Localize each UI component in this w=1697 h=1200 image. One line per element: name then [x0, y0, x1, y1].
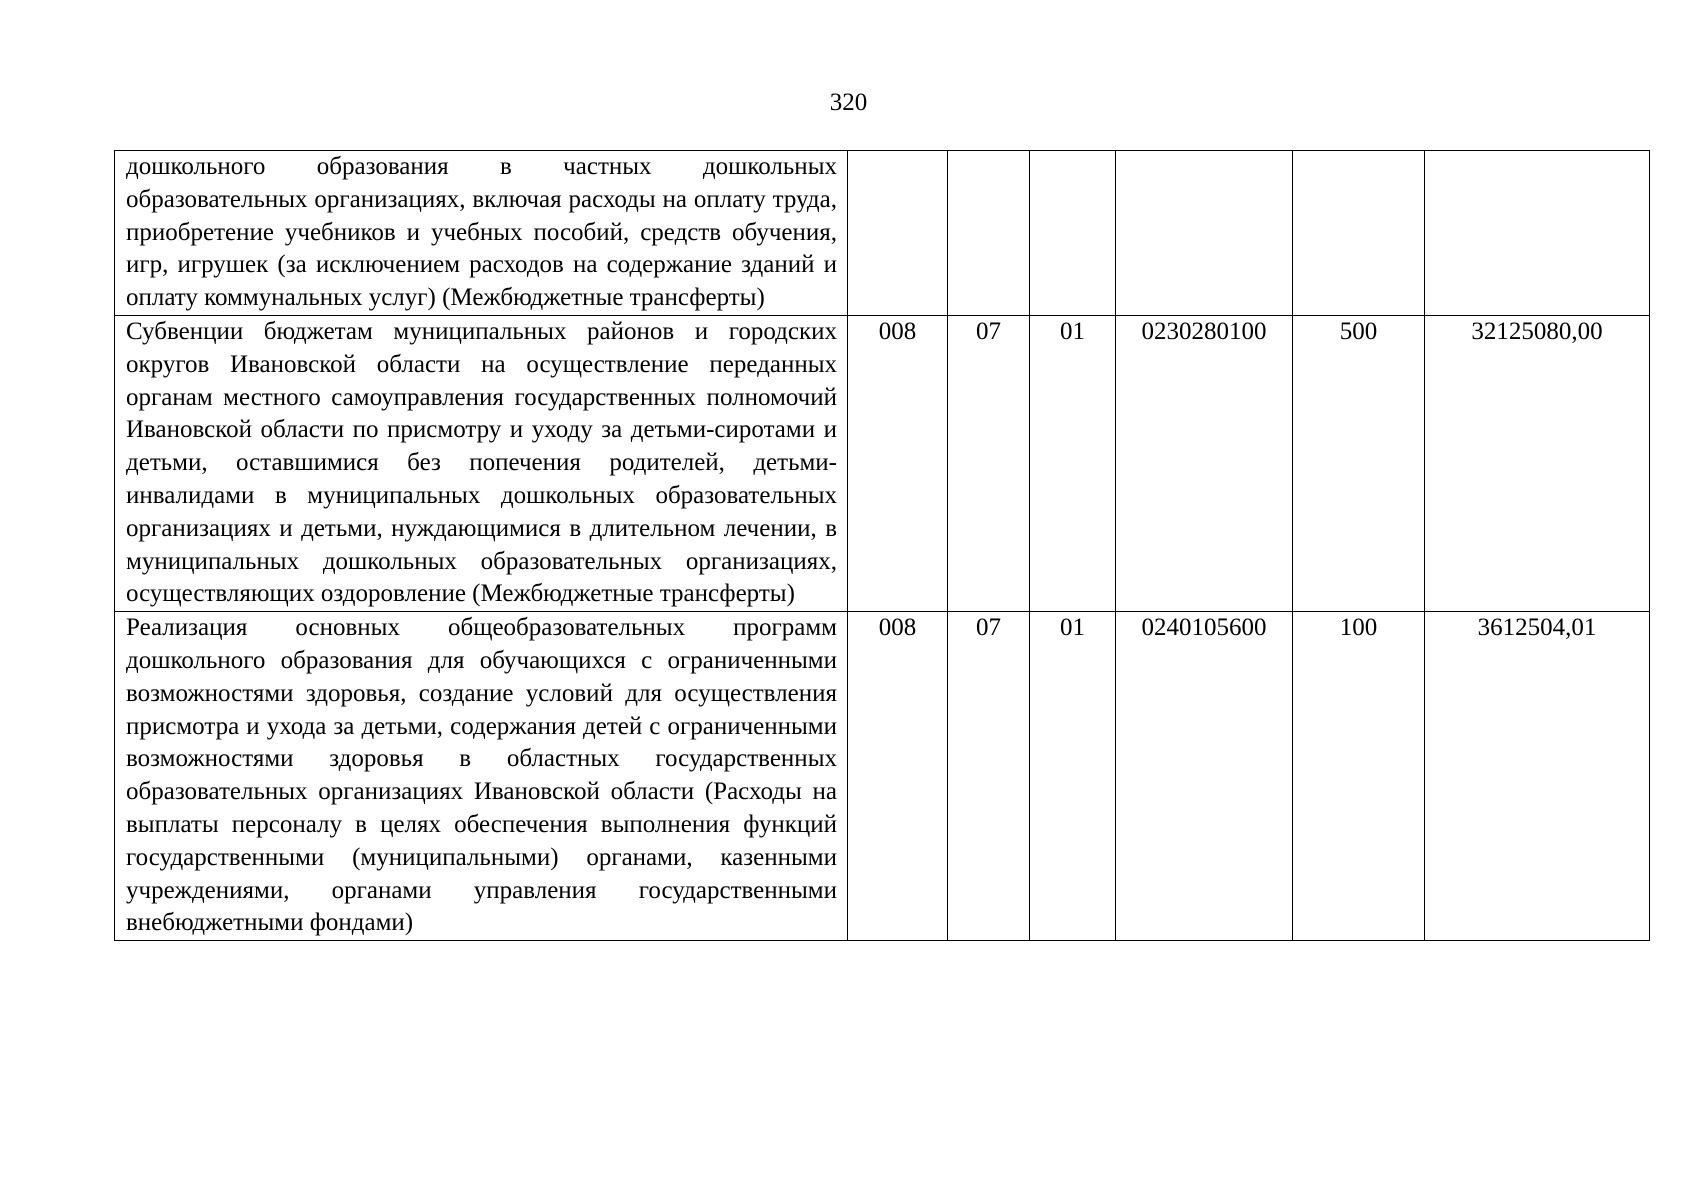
cell-podrazdel: 01 — [1030, 612, 1116, 941]
cell-csr: 0230280100 — [1116, 315, 1293, 611]
row-description: дошкольного образования в частных дошкольных образовательных организациях, включая расходы на оплату труда, приобретение учебников и учебных пособий, средств обучения, игр, игрушек (за исключением расходов на содержание зданий и оплату коммунальных услуг) (Межбюджетные трансферты) — [115, 151, 848, 316]
page-number: 320 — [829, 89, 868, 116]
table-row — [115, 315, 1650, 611]
cell-vr: 500 — [1293, 315, 1425, 611]
cell-grbs: 008 — [848, 315, 948, 611]
cell-razdel: 07 — [948, 612, 1030, 941]
cell-sum: 3612504,01 — [1425, 612, 1650, 941]
table-row — [115, 612, 1650, 941]
budget-table — [114, 150, 1650, 941]
row-description: Субвенции бюджетам муниципальных районов и городских округов Ивановской области на осуществление переданных органам местного самоуправления государственных полномочий Ивановской области по присмотру и уходу за детьми-сиротами и детьми, оставшимися без попечения родителей, детьми-инвалидами в муниципальных дошкольных образовательных организациях и детьми, нуждающимися в длительном лечении, в муниципальных дошкольных образовательных организациях, осуществляющих оздоровление (Межбюджетные трансферты) — [115, 315, 848, 611]
cell-vr — [1293, 151, 1425, 316]
cell-grbs: 008 — [848, 612, 948, 941]
cell-podrazdel — [1030, 151, 1116, 316]
cell-csr — [1116, 151, 1293, 316]
cell-grbs — [848, 151, 948, 316]
table-row — [115, 151, 1650, 316]
cell-csr: 0240105600 — [1116, 612, 1293, 941]
cell-razdel — [948, 151, 1030, 316]
cell-sum: 32125080,00 — [1425, 315, 1650, 611]
cell-razdel: 07 — [948, 315, 1030, 611]
cell-podrazdel: 01 — [1030, 315, 1116, 611]
cell-vr: 100 — [1293, 612, 1425, 941]
row-description: Реализация основных общеобразовательных программ дошкольного образования для обучающихся с ограниченными возможностями здоровья, создание условий для осуществления присмотра и ухода за детьми, содержания детей с ограниченными возможностями здоровья в областных государственных образовательных организациях Ивановской области (Расходы на выплаты персоналу в целях обеспечения выполнения функций государственными (муниципальными) органами, казенными учреждениями, органами управления государственными внебюджетными фондами) — [115, 612, 848, 941]
cell-sum — [1425, 151, 1650, 316]
